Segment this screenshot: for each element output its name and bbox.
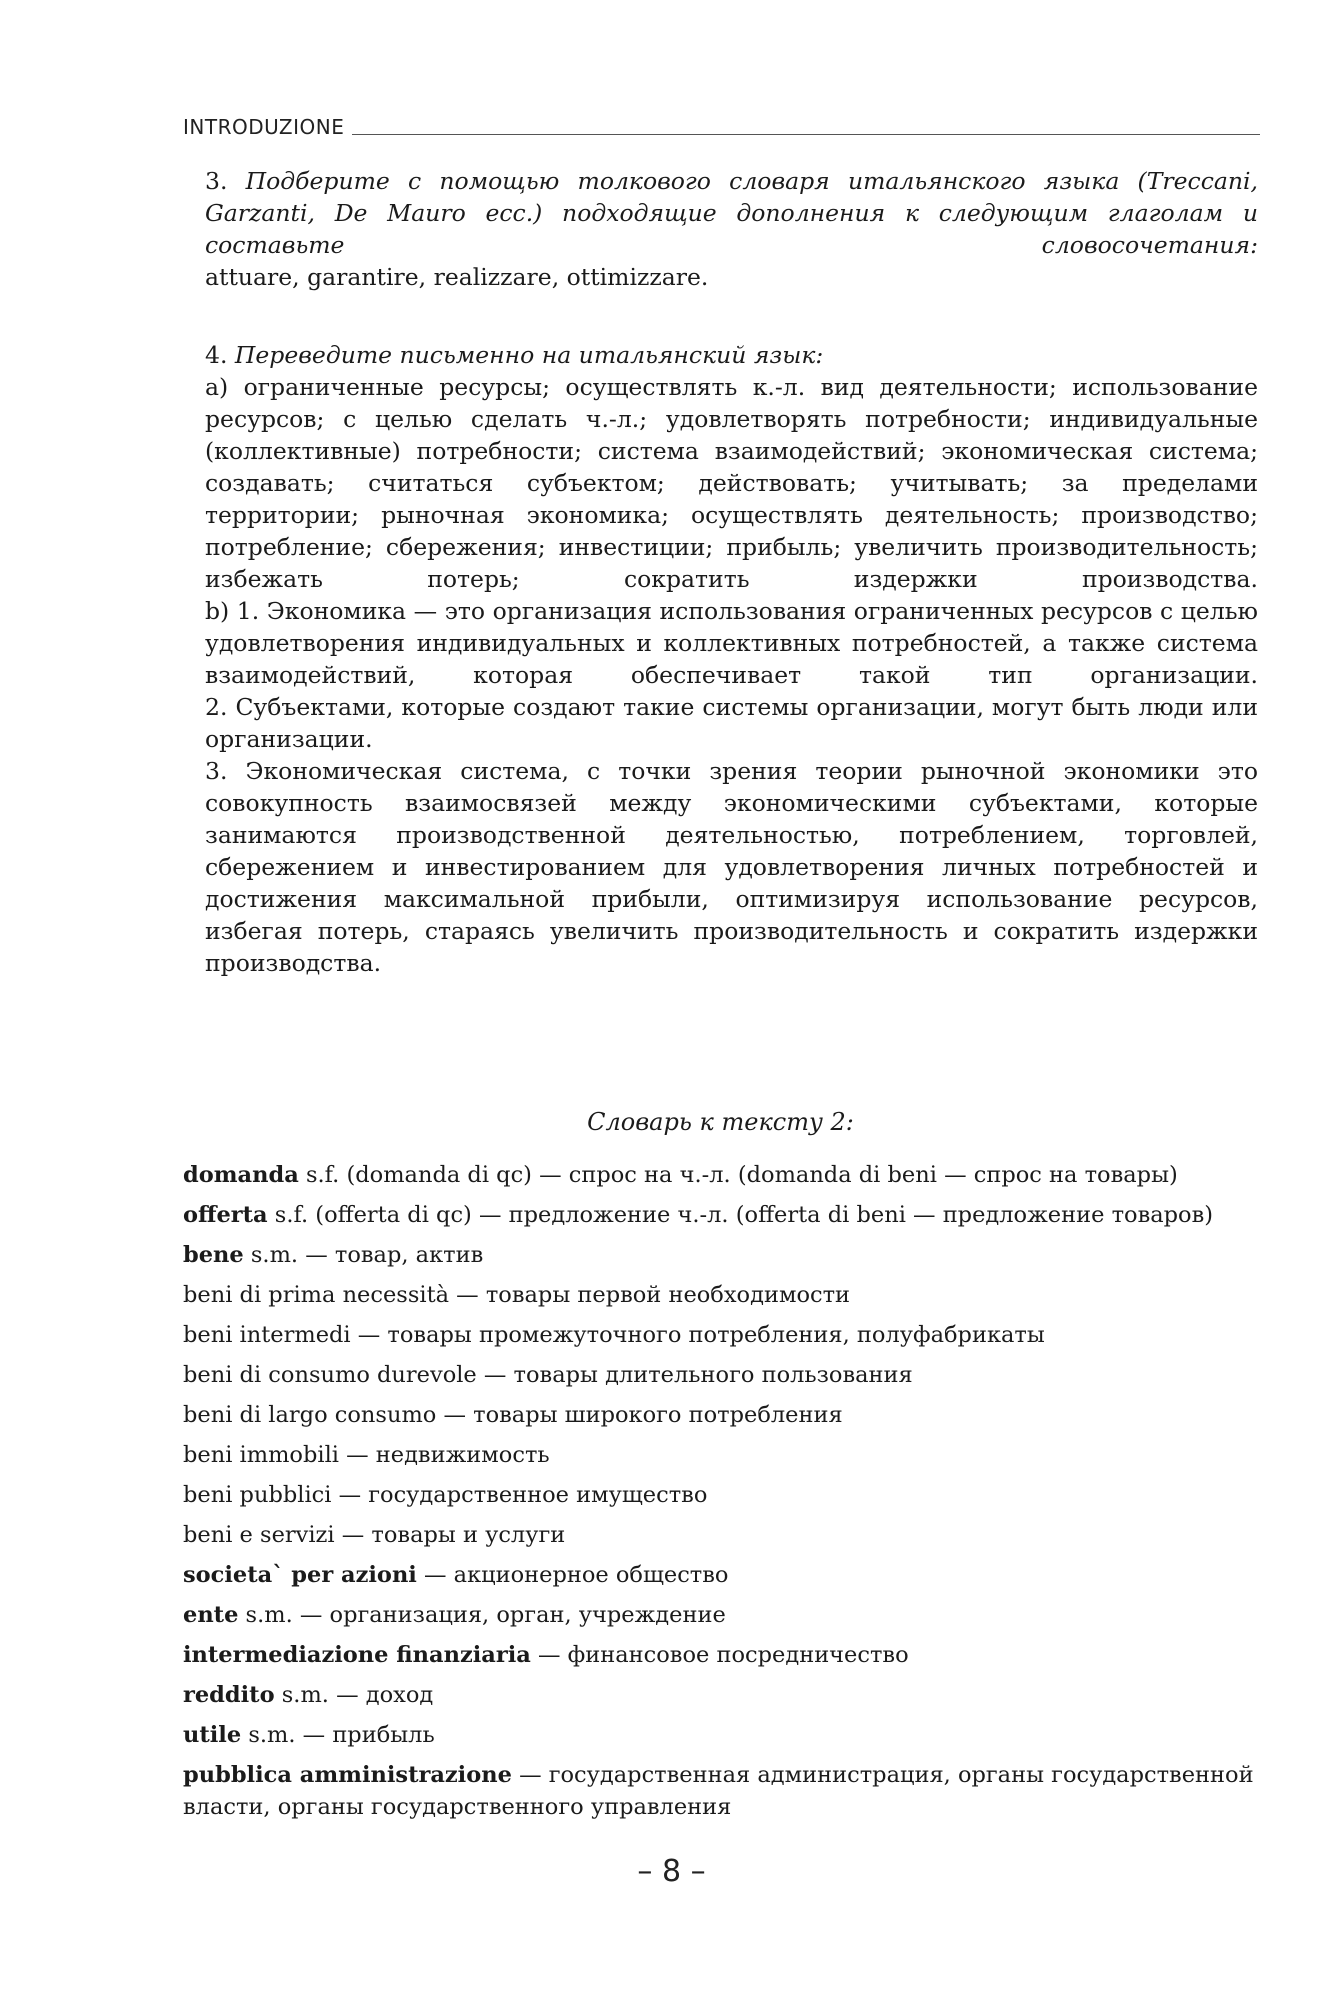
vocabulary-entry: beni di prima necessità — товары первой необходимости [183, 1282, 851, 1308]
vocabulary-entry: pubblica amministrazione — государственная администрация, органы государственной власти, органы государственного управления [183, 1762, 1254, 1820]
vocabulary-entry: bene s.m. — товар, актив [183, 1242, 484, 1268]
exercise-4-part-a: a) ограниченные ресурсы; осуществлять к.-л. вид деятельности; использование ресурсов; с целью сделать ч.-л.; удовлетворять потребности; индивидуальные (коллективные) потребности; система взаимодействий; экономическая система; создавать; считаться субъектом; действовать; учитывать; за пределами территории; рыночная экономика; осуществлять деятельность; производство; потребление; сбережения; инвестиции; прибыль; увеличить производительность; избежать потерь; сократить издержки производства. [205, 373, 1258, 593]
vocabulary-entry: ente s.m. — организация, орган, учреждение [183, 1602, 726, 1628]
header-title: INTRODUZIONE [183, 115, 345, 139]
exercise-3-number: 3. [205, 167, 228, 195]
exercise-4 [183, 339, 1258, 979]
running-header [183, 116, 1260, 138]
vocabulary-entry: beni di largo consumo — товары широкого потребления [183, 1402, 843, 1428]
exercise-4-part-b2: 2. Субъектами, которые создают такие системы организации, могут быть люди или организации. [205, 693, 1258, 753]
header-rule [352, 134, 1260, 135]
vocabulary-entry: societa` per azioni — акционерное общество [183, 1562, 729, 1588]
exercise-3-words: attuare, garantire, realizzare, ottimizzare. [205, 263, 709, 291]
vocabulary-entry: reddito s.m. — доход [183, 1682, 434, 1708]
exercise-4-part-b1: b) 1. Экономика — это организация использования ограниченных ресурсов с целью удовлетворения индивидуальных и коллективных потребностей, а также система взаимодействий, которая обеспечивает такой тип организации. [205, 597, 1258, 689]
vocabulary-entry: beni di consumo durevole — товары длительного пользования [183, 1362, 913, 1388]
vocabulary-entry: offerta s.f. (offerta di qc) — предложение ч.-л. (offerta di beni — предложение товаров) [183, 1202, 1214, 1228]
exercise-3-instruction-text: Подберите с помощью толкового словаря итальянского языка (Treccani, Garzanti, De Mauro ecc.) подходящие дополнения к следующим глаголам и составьте словосочетания: [205, 167, 1258, 259]
vocabulary-entry: utile s.m. — прибыль [183, 1722, 435, 1748]
exercise-3 [183, 165, 1258, 293]
vocabulary-title: Словарь к тексту 2: [587, 1108, 854, 1136]
vocabulary-entry: beni intermedi — товары промежуточного потребления, полуфабрикаты [183, 1322, 1045, 1348]
vocabulary-list [183, 1155, 1263, 1823]
exercise-4-part-b3: 3. Экономическая система, с точки зрения теории рыночной экономики это совокупность взаимосвязей между экономическими субъектами, которые занимаются производственной деятельностью, потреблением, торговлей, сбережением и инвестированием для удовлетворения личных потребностей и достижения максимальной прибыли, оптимизируя использование ресурсов, избегая потерь, стараясь увеличить производительность и сократить издержки производства. [205, 757, 1258, 977]
vocabulary-entry: beni e servizi — товары и услуги [183, 1522, 566, 1548]
exercise-4-instruction [183, 339, 1258, 371]
vocabulary-entry: intermediazione finanziaria — финансовое посредничество [183, 1642, 909, 1668]
vocabulary-entry: beni pubblici — государственное имущество [183, 1482, 708, 1508]
exercise-4-instruction-text: Переведите письменно на итальянский язык: [234, 341, 824, 369]
vocabulary-entry: domanda s.f. (domanda di qc) — спрос на ч.-л. (domanda di beni — спрос на товары) [183, 1162, 1178, 1188]
vocabulary-entry: beni immobili — недвижимость [183, 1442, 550, 1468]
exercise-3-instruction [183, 165, 1258, 261]
exercise-4-number: 4. [205, 341, 228, 369]
page-number: – 8 – [637, 1854, 706, 1889]
